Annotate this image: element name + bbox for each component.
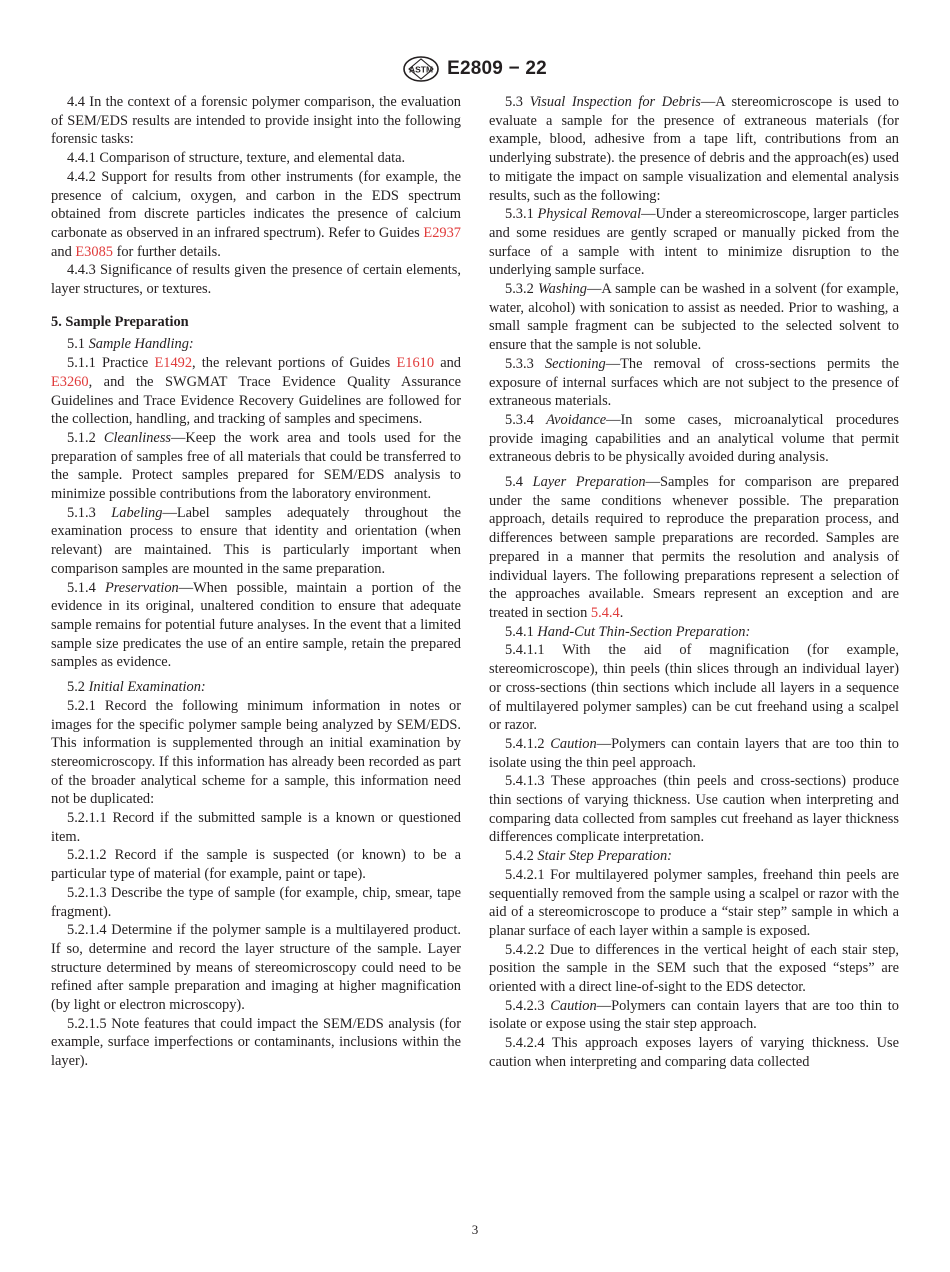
para-5-3-3: 5.3.3 Sectioning—The removal of cross-sections permits the exposure of internal surfaces which are not subject to the presence of extraneous materials.	[489, 355, 899, 410]
para-5-4-2-2: 5.4.2.2 Due to differences in the vertical height of each stair step, position the sample in the SEM such that the exposed “steps” are oriented with a direct line-of-sight to the EDS detector.	[489, 941, 899, 996]
para-5-4-1-3: 5.4.1.3 These approaches (thin peels and cross-sections) produce thin sections of varying thickness. Use caution when interpreting and comparing data collected from samples cut freehand as layer thickness differences complicate interpretation.	[489, 773, 899, 846]
svg-text:ASTM: ASTM	[409, 64, 434, 75]
para-5-2-1-5: 5.2.1.5 Note features that could impact the SEM/EDS analysis (for example, surface imperfections or contaminants, inclusions within the layer).	[51, 1015, 461, 1070]
link-e1610[interactable]: E1610	[396, 355, 435, 372]
link-e3260[interactable]: E3260	[51, 373, 89, 390]
para-5-3-4: 5.3.4 Avoidance—In some cases, microanalytical procedures provide imaging capabilities and an analytical volume that permit extraneous debris to be physically avoided during analysis.	[489, 411, 899, 466]
astm-logo-icon	[403, 56, 439, 82]
para-5-4-2-3: 5.4.2.3 Caution—Polymers can contain layers that are too thin to isolate or expose using the stair step approach.	[489, 997, 899, 1033]
link-e1492[interactable]: E1492	[154, 355, 193, 372]
para-5-3-2: 5.3.2 Washing—A sample can be washed in a solvent (for example, water, alcohol) with sonication to assist as needed. Prior to washing, a small sample fragment can be subjected to the selected solvent to ensure that the sample is not soluble.	[489, 281, 899, 354]
para-5-4-2: 5.4.2 Stair Step Preparation:	[505, 848, 672, 865]
para-5-2-1-3: 5.2.1.3 Describe the type of sample (for example, chip, smear, tape fragment).	[51, 884, 461, 920]
page-header	[0, 56, 950, 82]
para-4-4-1: 4.4.1 Comparison of structure, texture, and elemental data.	[67, 150, 406, 167]
link-e2937[interactable]: E2937	[423, 224, 461, 241]
para-5-4-2-1: 5.4.2.1 For multilayered polymer samples, freehand thin peels are sequentially removed from the sample using a scalpel or razor with the aid of a stereomicroscope to produce a “stair step” sample in which a planar surface of each layer within a sample is exposed.	[489, 866, 899, 939]
link-e3085[interactable]: E3085	[75, 243, 113, 260]
para-4-4-3: 4.4.3 Significance of results given the presence of certain elements, layer structures, or textures.	[51, 262, 461, 298]
para-5-1-3: 5.1.3 Labeling—Label samples adequately throughout the examination process to ensure that identity and orientation (when relevant) are maintained. This is particularly important when comparison samples are mounted in the same preparation.	[51, 504, 461, 577]
page-number: 3	[471, 1222, 479, 1237]
para-5-4-1: 5.4.1 Hand-Cut Thin-Section Preparation:	[505, 623, 751, 640]
para-5-2-1-1: 5.2.1.1 Record if the submitted sample is a known or questioned item.	[51, 810, 461, 845]
para-5-3: 5.3 Visual Inspection for Debris—A stereomicroscope is used to evaluate a sample for the presence of extraneous materials (for example, blood, adhesive from a tape lift, contributions from an underlying substrate). the presence of debris and the approach(es) used to mitigate the impact on sample visualization and elemental analysis results, such as the following:	[489, 94, 899, 204]
right-column	[489, 93, 899, 1072]
designation: E2809 − 22	[447, 58, 547, 79]
para-5-3-1: 5.3.1 Physical Removal—Under a stereomicroscope, larger particles and some residues are gently scraped or manually picked from the surface of a sample with intent to minimize disruption to the underlying sample surface.	[489, 206, 899, 279]
section-5-heading: 5. Sample Preparation	[51, 313, 189, 330]
para-5-4-1-1: 5.4.1.1 With the aid of magnification (for example, stereomicroscope), thin peels (thin slices through an individual layer) or cross-sections (thin sections which include all layers in a sequence of multilayered polymer samples) can be cut freehand using a scalpel or razor.	[489, 642, 899, 734]
para-5-2-1: 5.2.1 Record the following minimum information in notes or images for the specific polymer sample being analyzed by SEM/EDS. This information is supplemented through an initial examination by stereomicroscopy. If this information has already been recorded as part of the broader analytical scheme for a sample, this information need not be duplicated:	[51, 697, 461, 808]
para-5-2-1-4: 5.2.1.4 Determine if the polymer sample is a multilayered product. If so, determine and record the layer structure of the sample. Layer structure determined by means of stereomicroscopy could need to be refined after sample preparation and imaging at higher magnification (by light or electron microscopy).	[51, 922, 461, 1014]
left-column	[51, 93, 461, 1071]
para-5-2: 5.2 Initial Examination:	[67, 679, 206, 696]
para-5-4: 5.4 Layer Preparation—Samples for comparison are prepared under the same conditions whenever possible. The preparation approach, details required to reproduce the preparation process, and differences between sample preparations are recorded. Samples are prepared in a manner that permits the resolution and analysis of individual layers. The following preparations represent a selection of the approaches available. Smears represent an exception and are treated in section 5.4.4.	[489, 474, 899, 621]
para-5-1-1: 5.1.1 Practice E1492, the relevant portions of Guides E1610 and E3260, and the SWGMAT Trace Evidence Quality Assurance Guidelines and Trace Evidence Recovery Guidelines are followed for the collection, handling, and tracking of samples and specimens.	[51, 355, 461, 428]
para-5-1-2: 5.1.2 Cleanliness—Keep the work area and tools used for the preparation of samples free of all materials that could be transferred to the sample. Protect samples prepared for SEM/EDS analysis to minimize possible contributions from the laboratory environment.	[51, 429, 461, 503]
para-5-1-4: 5.1.4 Preservation—When possible, maintain a portion of the evidence in its original, unaltered condition to ensure that adequate sample remains for potential future analyses. In the event that a limited sample size predicates the use of an entire sample, retain the prepared samples as evidence.	[51, 579, 462, 671]
para-5-2-1-2: 5.2.1.2 Record if the sample is suspected (or known) to be a particular type of material (for example, paint or tape).	[51, 847, 461, 883]
para-5-1: 5.1 Sample Handling:	[67, 336, 194, 353]
para-4-4-2: 4.4.2 Support for results from other instruments (for example, the presence of calcium, oxygen, and carbon in the EDS spectrum obtained from discrete particles indicates the presence of calcium carbonate as observed in an infrared spectrum). Refer to Guides E2937 and E3085 for further details.	[51, 168, 461, 260]
para-5-4-2-4: 5.4.2.4 This approach exposes layers of varying thickness. Use caution when interpreting and comparing data collected	[489, 1035, 899, 1070]
link-5-4-4[interactable]: 5.4.4	[590, 604, 620, 621]
para-5-4-1-2: 5.4.1.2 Caution—Polymers can contain layers that are too thin to isolate using the thin peel approach.	[489, 735, 899, 771]
para-4-4: 4.4 In the context of a forensic polymer comparison, the evaluation of SEM/EDS results are intended to provide insight into the following forensic tasks:	[51, 94, 461, 148]
